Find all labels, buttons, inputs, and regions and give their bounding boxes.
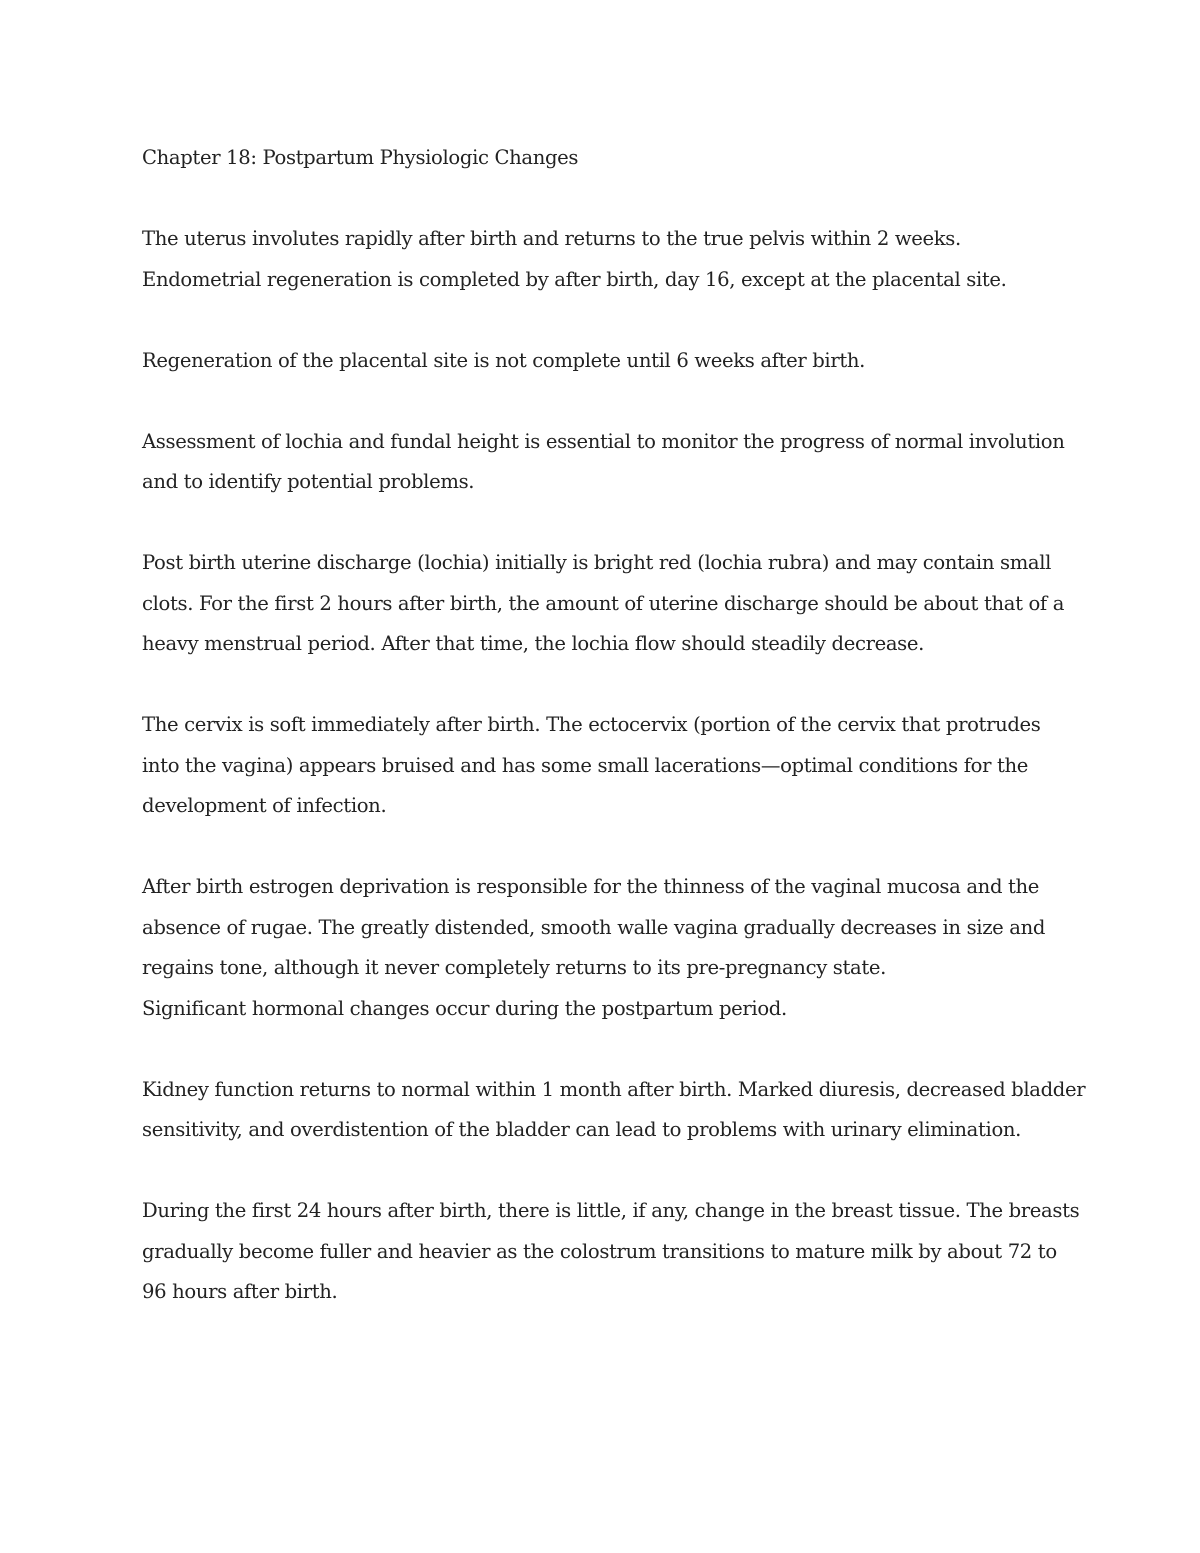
paragraph-cervix bbox=[142, 705, 1077, 827]
paragraph-line: sensitivity, and overdistention of the bladder can lead to problems with urinary elimination. bbox=[142, 1118, 1022, 1141]
paragraph-line: absence of rugae. The greatly distended, smooth walle vagina gradually decreases in size and bbox=[142, 915, 1046, 939]
paragraph-spacer bbox=[142, 179, 1077, 220]
paragraph-line: development of infection. bbox=[142, 794, 387, 817]
paragraph-kidney bbox=[142, 1070, 1086, 1151]
paragraph-uterus bbox=[142, 219, 1077, 300]
paragraph-spacer bbox=[142, 1029, 1077, 1070]
paragraph-line: The cervix is soft immediately after birth. The ectocervix (portion of the cervix that protrudes bbox=[142, 713, 1041, 736]
paragraph-line: During the first 24 hours after birth, there is little, if any, change in the breast tissue. The breasts bbox=[142, 1199, 1080, 1222]
paragraph-line: heavy menstrual period. After that time, the lochia flow should steadily decrease. bbox=[142, 632, 924, 655]
document-body bbox=[142, 138, 1086, 1313]
paragraph-line: Assessment of lochia and fundal height is essential to monitor the progress of normal involution bbox=[142, 429, 1065, 453]
paragraph-lochia bbox=[142, 543, 1077, 665]
paragraph-assessment bbox=[142, 422, 1077, 503]
paragraph-line: gradually become fuller and heavier as the colostrum transitions to mature milk by about 72 to bbox=[142, 1239, 1057, 1263]
paragraph-line: and to identify potential problems. bbox=[142, 470, 475, 493]
paragraph-spacer bbox=[142, 827, 1077, 868]
paragraph-breast bbox=[142, 1191, 1080, 1313]
paragraph-line: After birth estrogen deprivation is responsible for the thinness of the vaginal mucosa and the bbox=[142, 875, 1040, 898]
paragraph-line: Significant hormonal changes occur during the postpartum period. bbox=[142, 996, 787, 1020]
paragraph-spacer bbox=[142, 381, 1077, 422]
paragraph-spacer bbox=[142, 665, 1077, 706]
paragraph-line: Post birth uterine discharge (lochia) initially is bright red (lochia rubra) and may contain small bbox=[142, 551, 1052, 574]
chapter-title: Chapter 18: Postpartum Physiologic Changes bbox=[142, 146, 579, 169]
paragraph-vagina-hormonal bbox=[142, 867, 1077, 1029]
paragraph-spacer bbox=[142, 1151, 1077, 1192]
paragraph-line: The uterus involutes rapidly after birth and returns to the true pelvis within 2 weeks. bbox=[142, 227, 961, 250]
paragraph-line: regains tone, although it never completely returns to its pre-pregnancy state. bbox=[142, 956, 886, 979]
paragraph-placental-site bbox=[142, 341, 1077, 382]
paragraph-line: into the vagina) appears bruised and has some small lacerations—optimal conditions for the bbox=[142, 753, 1029, 777]
paragraph-spacer bbox=[142, 300, 1077, 341]
paragraph-line: Regeneration of the placental site is not complete until 6 weeks after birth. bbox=[142, 348, 866, 372]
paragraph-line: 96 hours after birth. bbox=[142, 1280, 338, 1303]
paragraph-line: Endometrial regeneration is completed by after birth, day 16, except at the placental site. bbox=[142, 267, 1007, 291]
paragraph-line: clots. For the first 2 hours after birth, the amount of uterine discharge should be about that of a bbox=[142, 591, 1065, 615]
paragraph-line: Kidney function returns to normal within 1 month after birth. Marked diuresis, decreased bladder bbox=[142, 1077, 1086, 1101]
paragraph-spacer bbox=[142, 503, 1077, 544]
